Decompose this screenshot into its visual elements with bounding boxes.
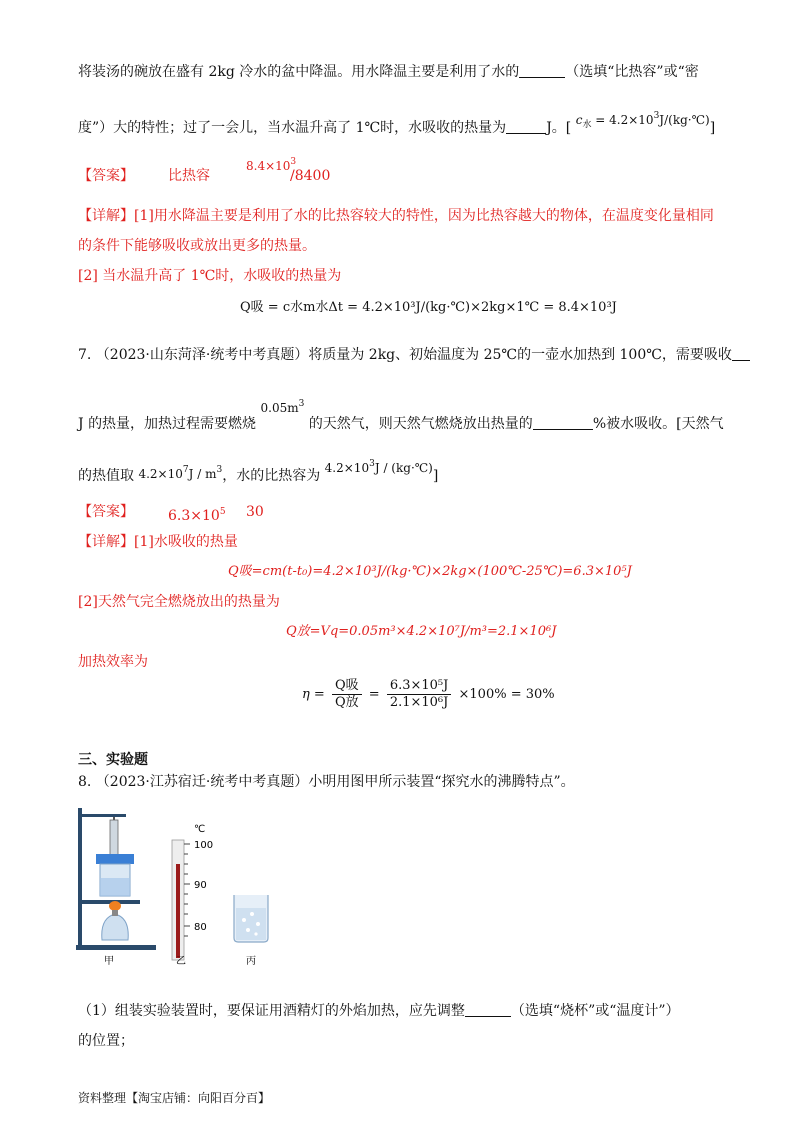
q6-detail-1b: 的条件下能够吸收或放出更多的热量。 [78,238,316,254]
q6-line-2 [78,111,716,143]
thermo-tick-100: 100 [194,840,214,851]
answer-blank[interactable] [732,346,750,361]
q6-answer-1: 比热容 [168,168,210,184]
q7-answer-label: 【答案】 [78,504,134,520]
q6-detail-1a: 【详解】[1]用水降温主要是利用了水的比热容较大的特性，因为比热容越大的物体，在温度变化量相同 [78,208,714,224]
q7-text: 7. （2023·山东菏泽·统考中考真题）将质量为 2kg、初始温度为 25℃的一壶水加热到 100℃，需要吸收 [78,347,732,363]
q7-text: ，水的比热容为 [222,468,321,484]
apparatus-jia [76,808,156,950]
q7-line-2 [78,399,724,434]
answer-blank[interactable] [519,63,565,78]
eta-tail: ×100% = 30% [458,687,555,702]
equals: = [368,687,380,702]
q6-answer-3: /8400 [290,168,331,184]
q7-formula-2: Q放=Vq=0.05m³×4.2×10⁷J/m³=2.1×10⁶J [286,624,557,639]
specific-heat-formula: $c_水$ = $4.2\times 10^3J/(kg\cdot℃)$ [575,111,710,130]
q7-answer-1: $6.3\times 10^5$ [168,507,226,524]
q7-detail-1: 【详解】[1]水吸收的热量 [78,534,238,550]
fraction: $\frac{\text{Q吸}}{\text{Q放}}$ [332,678,362,711]
answer-blank[interactable] [465,1002,511,1017]
q6-answer-label: 【答案】 [78,168,134,184]
q7-text: 的天然气，则天然气燃烧放出热量的 [308,416,533,432]
thermo-tick-90: 90 [194,880,207,891]
answer-blank[interactable] [506,119,546,134]
q7-detail-3: 加热效率为 [78,654,148,670]
beaker-bing [234,895,268,942]
bracket: ] [432,468,439,484]
q8-text: （1）组装实验装置时，要保证用酒精灯的外焰加热，应先调整 [78,1003,465,1019]
answer-blank[interactable] [533,415,593,430]
thermo-tick-80: 80 [194,922,207,933]
heat-value: $4.2\times 10^7J / m^3$ [138,465,223,481]
q6-text: 度”）大的特性；过了一会儿，当水温升高了 1℃时，水吸收的热量为 [78,120,507,136]
q8-sub1-line-1 [78,1001,680,1021]
q6-formula: Q吸 = c水m水Δt = 4.2×10³J/(kg·℃)×2kg×1℃ = 8.4×10³J [240,300,617,315]
figure-label-bing: 丙 [246,956,256,967]
experiment-figure [70,800,300,970]
section-heading: 三、实验题 [78,752,148,768]
q7-line-3 [78,459,439,486]
bracket: ] [709,120,716,136]
q7-text: 的热值取 [78,468,134,484]
thermo-unit: ℃ [194,824,206,835]
q8-text: （选填“烧杯”或“温度计”） [510,1003,680,1019]
q6-text: （选填“比热容”或“密 [565,64,699,80]
thermometer-yi [172,824,213,960]
figure-label-jia: 甲 [104,956,114,967]
q6-text: 将装汤的碗放在盛有 2kg 冷水的盆中降温。用水降温主要是利用了水的 [78,64,520,80]
efficiency-formula [302,678,555,712]
q8-sub1-line-2: 的位置； [78,1033,134,1049]
q7-text: J 的热量，加热过程需要燃烧 [78,416,257,432]
q6-answer-2: $8.4\times 10^3$ [246,157,297,173]
q7-line-1 [78,345,750,365]
specific-heat: $4.2\times 10^3J$ / (kg·℃) [324,459,433,475]
figure-label-yi: 乙 [176,956,186,967]
q7-formula-1: Q吸=cm(t-t₀)=4.2×10³J/(kg·℃)×2kg×(100℃-25℃)=6.3×10⁵J [228,564,632,579]
q8-line-1: 8. （2023·江苏宿迁·统考中考真题）小明用图甲所示装置“探究水的沸腾特点”。 [78,774,575,790]
q6-line-1 [78,62,699,82]
q7-detail-2: [2]天然气完全燃烧放出的热量为 [78,594,280,610]
q7-text: %被水吸收。[天然气 [592,416,724,432]
gas-volume: $0.05m^3$ [260,399,305,415]
fraction: $\frac{\text{6.3×10⁵J}}{\text{2.1×10⁶J}}$ [387,678,452,711]
q7-answer-2: 30 [246,504,264,520]
page-footer: 资料整理【淘宝店铺：向阳百分百】 [78,1091,271,1105]
q6-detail-2: [2] 当水温升高了 1℃时，水吸收的热量为 [78,268,342,284]
q6-text: J。[ [546,120,572,136]
eta-symbol: η = [302,687,325,702]
